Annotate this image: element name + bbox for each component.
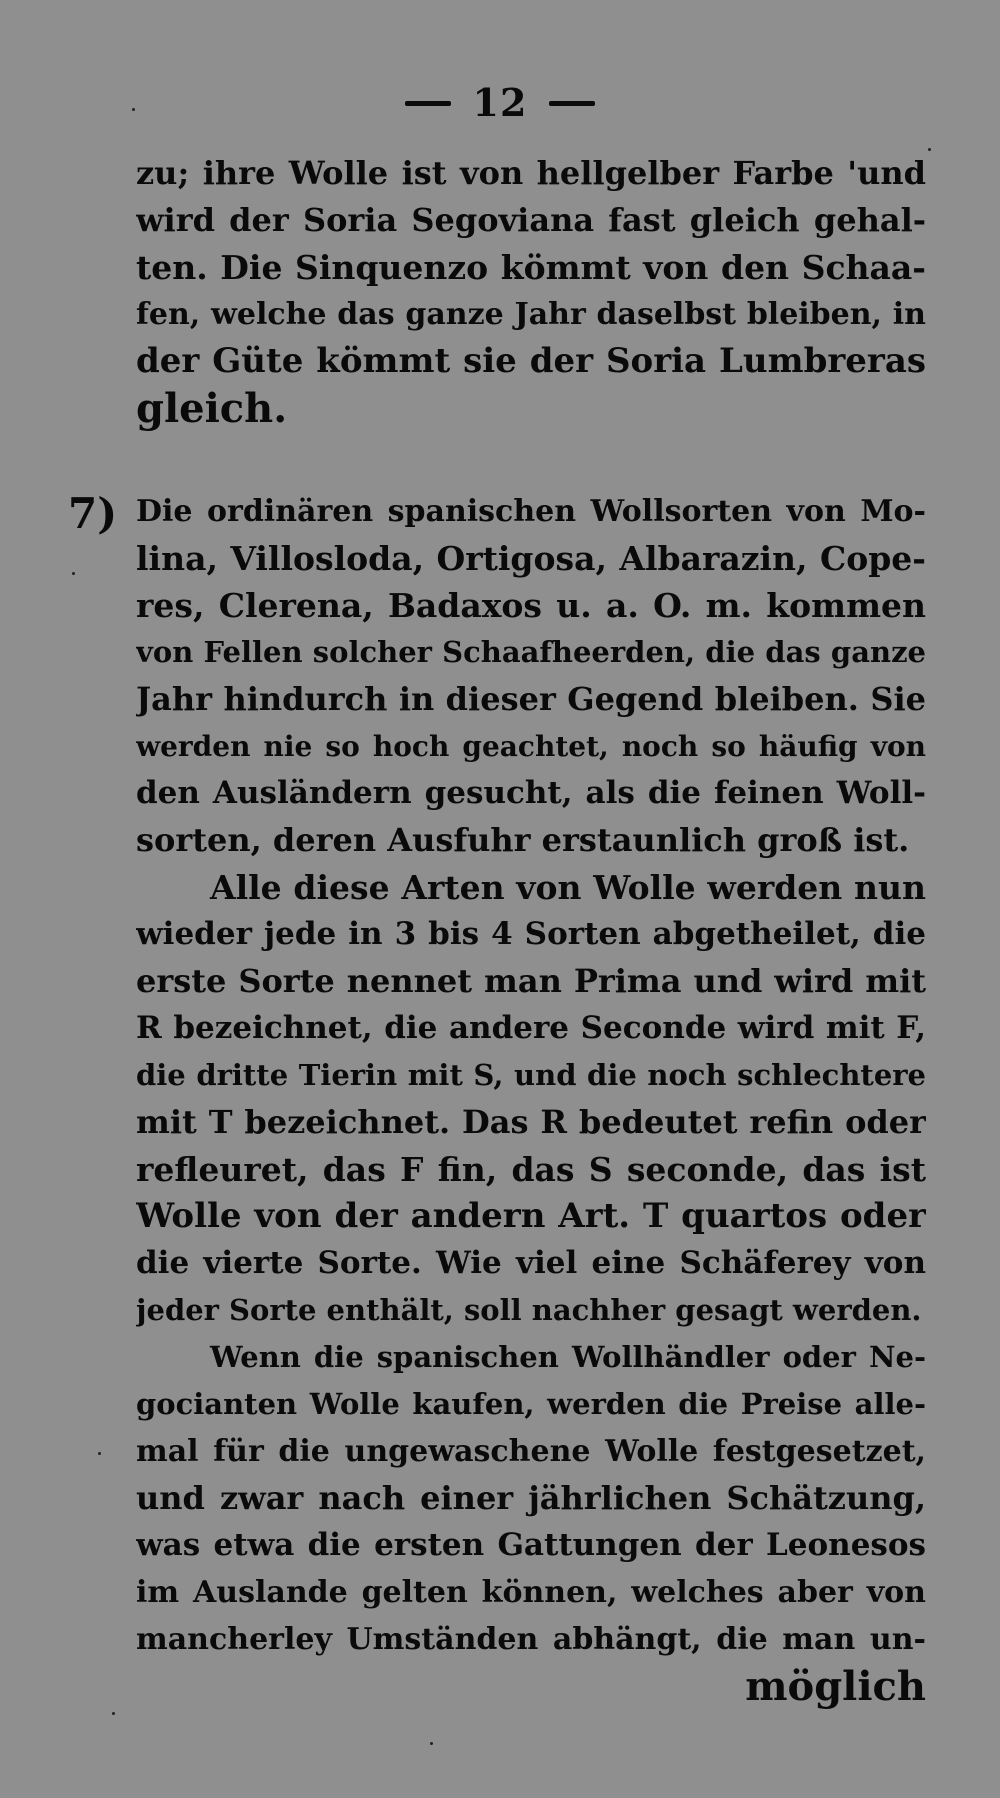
text-line: refleuret, das F fin, das S seconde, das ist (136, 1150, 926, 1189)
text-line: wird der Soria Segoviana fast gleich gehal- (136, 201, 926, 239)
scan-speck (132, 108, 135, 111)
text-line: ten. Die Sinquenzo kömmt von den Schaa- (136, 248, 926, 287)
text-line: Wenn die spanischen Wollhändler oder Ne- (210, 1340, 926, 1374)
text-line: den Ausländern gesucht, als die feinen Woll- (136, 775, 926, 811)
scan-speck (928, 148, 931, 151)
text-line: Die ordinären spanischen Wollsorten von Mo- (136, 494, 926, 529)
text-line: jeder Sorte enthält, soll nachher gesagt werden. (136, 1293, 922, 1327)
text-line: die dritte Tierin mit S, und die noch schlechtere (136, 1058, 926, 1092)
scan-speck (98, 1452, 101, 1455)
text-line: Jahr hindurch in dieser Gegend bleiben. Sie (136, 680, 926, 718)
text-line: zu; ihre Wolle ist von hellgelber Farbe 'und (136, 154, 926, 192)
text-line: der Güte kömmt sie der Soria Lumbreras (136, 341, 926, 381)
scan-speck (112, 1712, 115, 1715)
text-line: werden nie so hoch geachtet, noch so häufig von (136, 730, 926, 763)
scan-speck (72, 572, 75, 575)
header-dash-right (549, 101, 595, 106)
text-line: und zwar nach einer jährlichen Schätzung, (136, 1479, 926, 1517)
text-line: sorten, deren Ausfuhr erstaunlich groß ist. (136, 821, 910, 859)
catchword: möglich (745, 1663, 926, 1710)
text-line: gleich. (136, 385, 288, 432)
text-line: im Auslande gelten können, welches aber von (136, 1575, 926, 1610)
text-line: die vierte Sorte. Wie viel eine Schäferey von (136, 1245, 926, 1281)
item-number-marker: 7) (68, 489, 118, 538)
text-line: fen, welche das ganze Jahr daselbst bleiben, in (136, 297, 926, 332)
text-line: Alle diese Arten von Wolle werden nun (210, 868, 926, 907)
scan-speck (430, 1742, 433, 1745)
text-line: lina, Villosloda, Ortigosa, Albarazin, Cope- (136, 539, 926, 578)
text-line: mancherley Umständen abhängt, die man un- (136, 1622, 926, 1657)
text-line: mit T bezeichnet. Das R bedeutet refin oder (136, 1103, 926, 1141)
text-line: erste Sorte nennet man Prima und wird mit (136, 962, 926, 1000)
text-line: res, Clerena, Badaxos u. a. O. m. kommen (136, 586, 926, 625)
text-line: Wolle von der andern Art. T quartos oder (136, 1196, 926, 1236)
text-line: gocianten Wolle kaufen, werden die Preise alle- (136, 1387, 926, 1421)
header-dash-left (405, 101, 451, 106)
paragraph-item-seven (136, 488, 926, 1710)
text-line: was etwa die ersten Gattungen der Leonesos (136, 1527, 926, 1563)
page-header (0, 78, 1000, 128)
page-number: 12 (472, 80, 528, 125)
text-line: mal für die ungewaschene Wolle festgesetzet, (136, 1434, 926, 1469)
text-line: R bezeichnet, die andere Seconde wird mit F, (136, 1010, 926, 1046)
text-line: von Fellen solcher Schaafheerden, die das ganze (136, 635, 926, 669)
text-line: wieder jede in 3 bis 4 Sorten abgetheilet, die (136, 916, 926, 952)
paragraph-continuation (136, 150, 926, 432)
